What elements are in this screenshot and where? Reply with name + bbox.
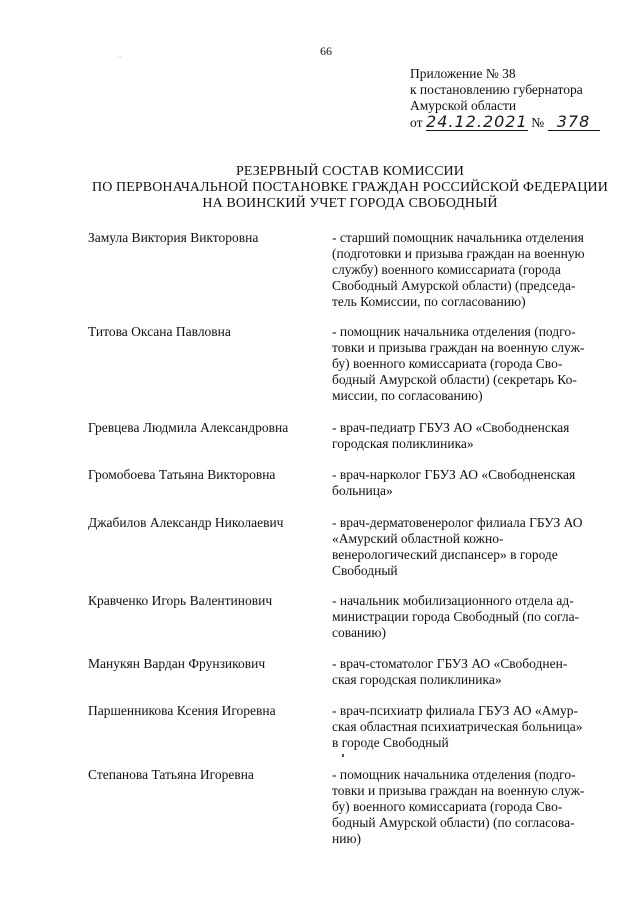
role-line: министрации города Свободный (по согла-	[332, 609, 580, 624]
role-line: «Амурский областной кожно-	[332, 531, 504, 546]
member-role	[332, 324, 600, 404]
role-line: - старший помощник начальника отделения	[332, 230, 584, 245]
role-line: - врач-дерматовенеролог филиала ГБУЗ АО	[332, 515, 583, 530]
role-line: ская городская поликлиника»	[332, 672, 502, 687]
title-line-1: РЕЗЕРВНЫЙ СОСТАВ КОМИССИИ	[236, 164, 464, 179]
member-role	[332, 703, 600, 751]
appendix-date-line	[410, 114, 600, 131]
role-line: венерологический диспансер» в городе	[332, 547, 558, 562]
page-number: 66	[320, 44, 332, 58]
role-line: ская областная психиатрическая больница»	[332, 719, 583, 734]
appendix-header	[410, 66, 600, 131]
role-line: - врач-психиатр филиала ГБУЗ АО «Амур-	[332, 703, 578, 718]
member-name: Громобоева Татьяна Викторовна	[88, 467, 276, 482]
member-name: Замула Виктория Викторовна	[88, 230, 259, 245]
role-line: - помощник начальника отделения (подго-	[332, 324, 576, 339]
role-line: бу) военного комиссариата (города Сво-	[332, 799, 563, 814]
member-name: Джабилов Александр Николаевич	[88, 515, 284, 530]
role-line: нию)	[332, 831, 362, 846]
role-line: - начальник мобилизационного отдела ад-	[332, 593, 574, 608]
role-line: - врач-нарколог ГБУЗ АО «Свободненская	[332, 467, 576, 482]
member-role	[332, 593, 600, 641]
member-name: Степанова Татьяна Игоревна	[88, 767, 254, 782]
role-line: бу) военного комиссариата (города Сво-	[332, 356, 563, 371]
role-line: больница»	[332, 483, 393, 498]
number-sign: №	[531, 115, 545, 130]
role-line: - врач-стоматолог ГБУЗ АО «Свободнен-	[332, 656, 568, 671]
member-role	[332, 420, 600, 452]
date-prefix: от	[410, 115, 423, 130]
role-line: сованию)	[332, 625, 386, 640]
role-line: Свободный	[332, 563, 398, 578]
appendix-reference: к постановлению губернатора	[410, 82, 583, 97]
role-line: тель Комиссии, по согласованию)	[332, 294, 526, 309]
member-role	[332, 515, 600, 579]
handwritten-number: 378	[556, 112, 591, 131]
appendix-number: Приложение № 38	[410, 66, 516, 81]
role-line: миссии, по согласованию)	[332, 388, 483, 403]
role-line: (подготовки и призыва граждан на военную	[332, 246, 585, 261]
role-line: Свободный Амурской области) (председа-	[332, 278, 576, 293]
role-line: бодный Амурской области) (секретарь Ко-	[332, 372, 577, 387]
handwritten-date: 24.12.2021	[426, 112, 528, 131]
member-role	[332, 230, 600, 310]
role-line: службу) военного комиссариата (города	[332, 262, 561, 277]
role-line: бодный Амурской области) (по согласова-	[332, 815, 575, 830]
stray-mark: ..	[118, 53, 121, 59]
member-role	[332, 656, 600, 688]
role-line: в городе Свободный	[332, 735, 449, 750]
title-line-2: ПО ПЕРВОНАЧАЛЬНОЙ ПОСТАНОВКЕ ГРАЖДАН РОССИЙСКОЙ ФЕДЕРАЦИИ	[92, 180, 608, 195]
role-line: товки и призыва граждан на военную служ-	[332, 783, 585, 798]
member-name: Титова Оксана Павловна	[88, 324, 231, 339]
role-line: - врач-педиатр ГБУЗ АО «Свободненская	[332, 420, 570, 435]
member-role	[332, 767, 600, 847]
title-line-3: НА ВОИНСКИЙ УЧЕТ ГОРОДА СВОБОДНЫЙ	[202, 196, 498, 211]
member-name: Кравченко Игорь Валентинович	[88, 593, 273, 608]
member-name: Гревцева Людмила Александровна	[88, 420, 289, 435]
member-name: Манукян Вардан Фрунзикович	[88, 656, 266, 671]
member-role	[332, 467, 600, 499]
document-title	[60, 164, 640, 212]
member-name: Паршенникова Ксения Игоревна	[88, 703, 276, 718]
role-line: городская поликлиника»	[332, 436, 474, 451]
role-line: - помощник начальника отделения (подго-	[332, 767, 576, 782]
stray-dot	[342, 754, 344, 757]
role-line: товки и призыва граждан на военную служ-	[332, 340, 585, 355]
appendix-region: Амурской области	[410, 98, 517, 113]
